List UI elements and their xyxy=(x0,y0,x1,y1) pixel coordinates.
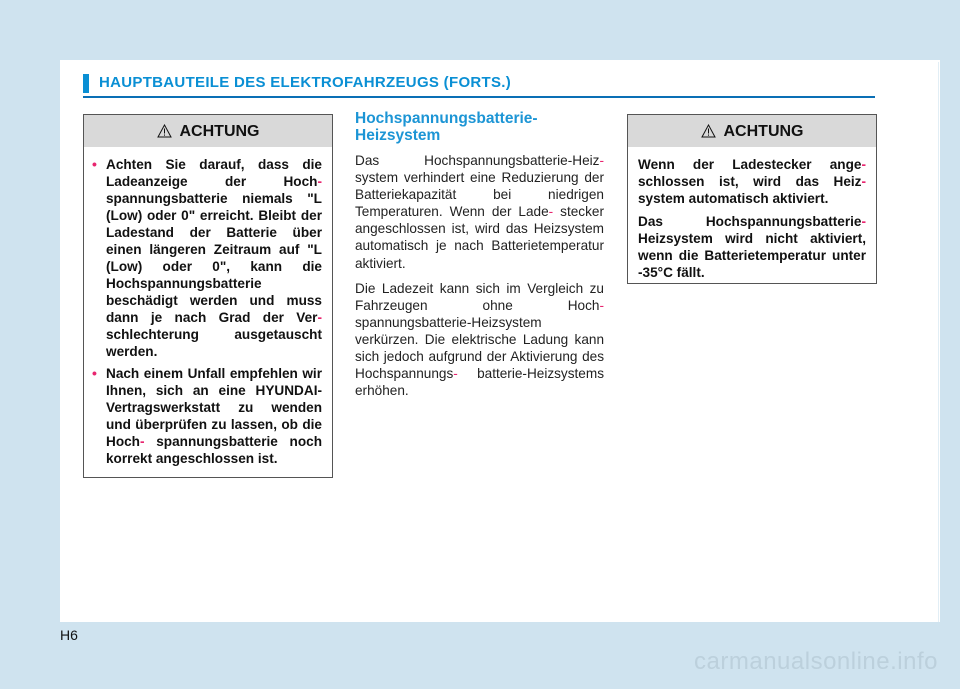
section-header xyxy=(83,72,875,98)
subsection-body xyxy=(355,152,604,407)
section-header-bar xyxy=(83,74,89,93)
subsection-title: Hochspannungsbatterie- Heizsystem xyxy=(355,110,538,144)
section-title: HAUPTBAUTEILE DES ELEKTROFAHRZEUGS (FORTS.) xyxy=(99,74,512,91)
warning-triangle-icon xyxy=(157,124,172,143)
body-paragraph: Das Hochspannungsbatterie-Heiz- system verhindert eine Reduzierung der Batteriekapazität bei niedrigen Temperaturen. Wenn der Lade- stecker angeschlossen ist, wird das Heizsystem automatisch je nach Batterietemperatur aktiviert. xyxy=(355,153,604,271)
caution-item-text: Achten Sie darauf, dass die Ladeanzeige der Hoch- spannungsbatterie niemals "L (Low) oder 0" erreicht. Bleibt der Ladestand der Batterie über einen längeren Zeitraum auf "L (Low) oder 0", kann die Hochspannungsbatterie beschädigt werden und muss dann je nach Grad der Ver- schlechterung ausgetauscht werden. xyxy=(106,157,322,359)
page-edge-rule xyxy=(938,62,939,622)
caution-item-text: Nach einem Unfall empfehlen wir Ihnen, sich an eine HYUNDAI-Vertragswerkstatt zu wenden und überprüfen zu lassen, ob die Hoch- spannungsbatterie noch korrekt angeschlossen ist. xyxy=(106,366,322,466)
warning-triangle-icon xyxy=(701,124,716,143)
list-item xyxy=(92,365,322,467)
caution-list-left xyxy=(84,147,332,467)
caution-heading-right: ACHTUNG xyxy=(723,123,804,140)
caution-box-right xyxy=(627,114,877,284)
bullet-icon: • xyxy=(92,156,97,172)
watermark[interactable]: carmanualsonline.info xyxy=(694,648,938,675)
caution-box-left xyxy=(83,114,333,478)
page-number: H6 xyxy=(60,627,78,643)
caution-heading-left: ACHTUNG xyxy=(179,123,260,140)
caution-header-left xyxy=(84,115,332,147)
caution-header-right xyxy=(628,115,876,147)
bullet-icon: • xyxy=(92,365,97,381)
list-item xyxy=(92,156,322,360)
caution-paragraph: Wenn der Ladestecker ange- schlossen ist, wird das Heiz- system automatisch aktiviert. xyxy=(638,157,866,206)
caution-paragraph: Das Hochspannungsbatterie- Heizsystem wird nicht aktiviert, wenn die Batterietemperatur unter -35°C fällt. xyxy=(638,214,866,280)
body-paragraph: Die Ladezeit kann sich im Vergleich zu Fahrzeugen ohne Hoch- spannungsbatterie-Heizsystem verkürzen. Die elektrische Ladung kann sich jedoch aufgrund der Aktivierung des Hochspannungs- batterie-Heizsystems erhöhen. xyxy=(355,280,604,399)
caution-body-right xyxy=(628,147,876,281)
